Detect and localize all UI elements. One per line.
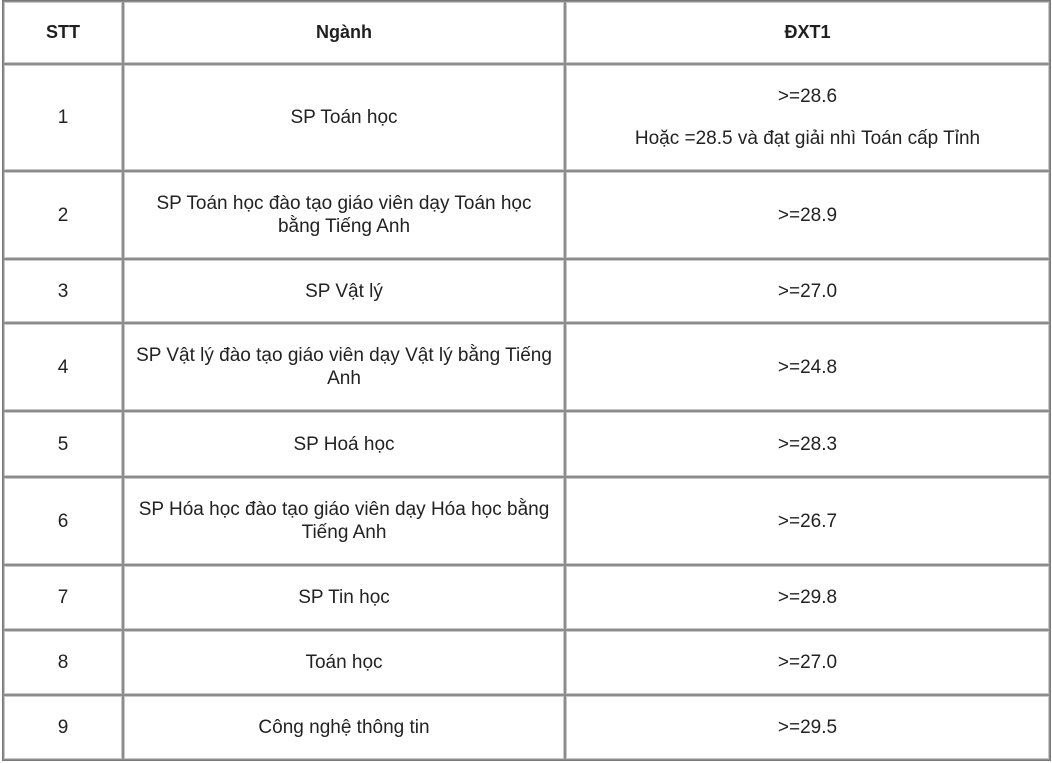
dxt-condition: >=28.3: [777, 433, 838, 455]
cell-stt: 6: [3, 477, 123, 565]
admission-score-table: [2, 0, 1051, 761]
dxt-condition: >=24.8: [777, 356, 838, 378]
cell-stt: 1: [3, 64, 123, 171]
cell-dxt: [565, 565, 1050, 630]
table-row: [3, 695, 1050, 760]
table-row: [3, 411, 1050, 477]
cell-nganh: SP Vật lý: [123, 259, 565, 323]
cell-nganh: SP Vật lý đào tạo giáo viên dạy Vật lý bằng Tiếng Anh: [123, 323, 565, 411]
cell-dxt: [565, 630, 1050, 695]
cell-nganh: Công nghệ thông tin: [123, 695, 565, 760]
cell-dxt: [565, 477, 1050, 565]
dxt-condition: >=26.7: [777, 510, 838, 532]
table-body: [3, 64, 1050, 760]
cell-nganh: SP Toán học đào tạo giáo viên dạy Toán học bằng Tiếng Anh: [123, 171, 565, 259]
dxt-condition: >=28.9: [777, 204, 838, 226]
cell-stt: 3: [3, 259, 123, 323]
header-nganh: Ngành: [123, 1, 565, 64]
cell-dxt: [565, 259, 1050, 323]
table-row: [3, 477, 1050, 565]
cell-nganh: SP Tin học: [123, 565, 565, 630]
dxt-condition: >=27.0: [777, 280, 838, 302]
header-dxt: ĐXT1: [565, 1, 1050, 64]
table-row: [3, 171, 1050, 259]
cell-stt: 7: [3, 565, 123, 630]
cell-dxt: [565, 64, 1050, 171]
table-row: [3, 323, 1050, 411]
cell-stt: 9: [3, 695, 123, 760]
cell-nganh: SP Toán học: [123, 64, 565, 171]
cell-stt: 8: [3, 630, 123, 695]
dxt-condition: >=27.0: [777, 652, 838, 673]
cell-nganh: SP Hoá học: [123, 411, 565, 477]
table-header-row: [3, 1, 1050, 64]
dxt-condition: >=29.5: [777, 717, 838, 738]
cell-dxt: [565, 171, 1050, 259]
table-row: [3, 565, 1050, 630]
cell-stt: 4: [3, 323, 123, 411]
cell-nganh: Toán học: [123, 630, 565, 695]
dxt-condition: Hoặc =28.5 và đạt giải nhì Toán cấp Tỉnh: [634, 128, 981, 149]
cell-dxt: [565, 323, 1050, 411]
cell-stt: 2: [3, 171, 123, 259]
table-row: [3, 630, 1050, 695]
table-row: [3, 64, 1050, 171]
header-stt: STT: [3, 1, 123, 64]
dxt-condition: >=29.8: [777, 587, 838, 608]
cell-stt: 5: [3, 411, 123, 477]
cell-nganh: SP Hóa học đào tạo giáo viên dạy Hóa học bằng Tiếng Anh: [123, 477, 565, 565]
dxt-condition: >=28.6: [777, 86, 838, 107]
cell-dxt: [565, 695, 1050, 760]
table-row: [3, 259, 1050, 323]
cell-dxt: [565, 411, 1050, 477]
